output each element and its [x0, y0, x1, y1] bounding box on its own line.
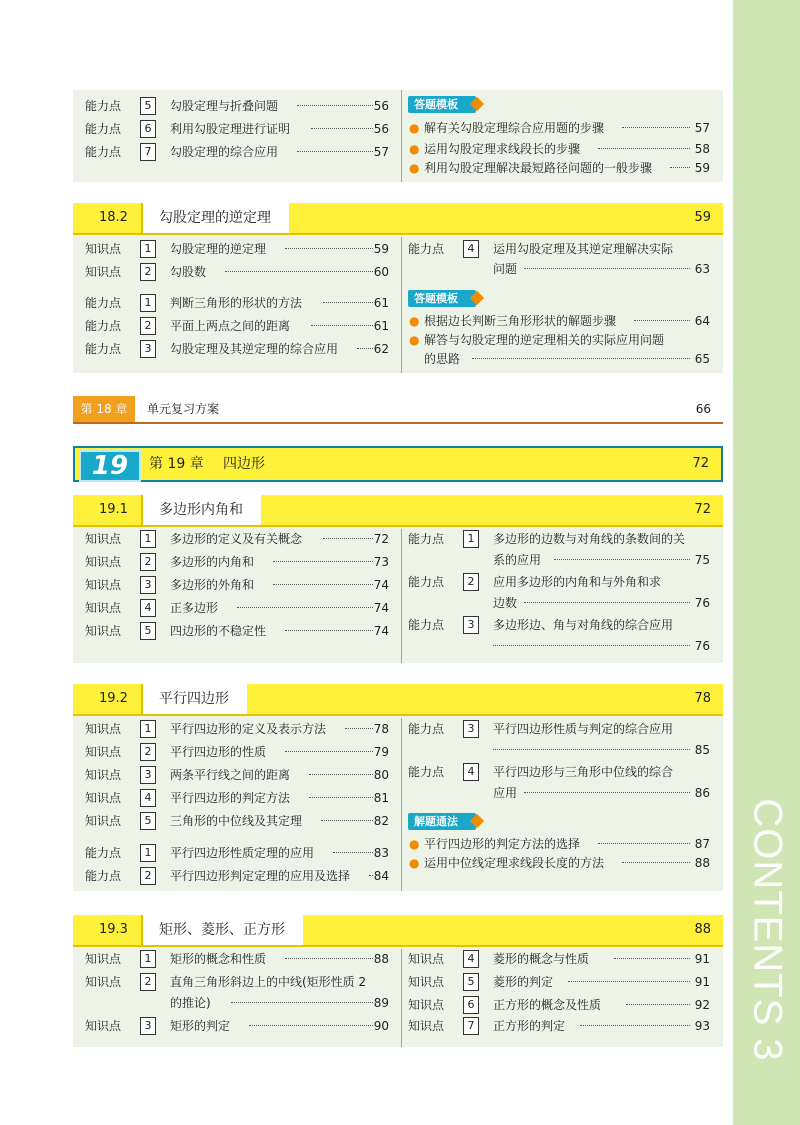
toc-entry[interactable] — [408, 719, 710, 739]
entry-type-label: 知识点 — [85, 532, 122, 546]
entry-title: 平行四边形性质定理的应用 — [170, 846, 315, 860]
section-code: 19.3 — [99, 922, 128, 937]
entry-title: 多边形的内角和 — [170, 555, 255, 569]
toc-entry[interactable] — [85, 843, 389, 863]
dot-leader — [309, 797, 373, 798]
toc-entry[interactable] — [85, 598, 389, 618]
entry-type-label: 能力点 — [85, 846, 122, 860]
entry-title: 问题 — [493, 262, 518, 276]
dot-leader — [311, 128, 373, 129]
section-header[interactable] — [73, 915, 723, 947]
entry-type-label: 能力点 — [85, 869, 122, 883]
bullet-icon: ● — [409, 314, 420, 328]
entry-number-box: 3 — [140, 766, 156, 784]
answer-template-tag: 答题模板 — [408, 96, 476, 113]
dot-leader — [309, 774, 373, 775]
toc-entry[interactable] — [85, 239, 389, 259]
entry-type-label: 知识点 — [85, 601, 122, 615]
page-number: 78 — [373, 722, 389, 736]
entry-number-box: 1 — [140, 950, 156, 968]
page-number: 92 — [694, 998, 710, 1012]
bullet-icon: ● — [409, 142, 420, 156]
dot-leader — [321, 820, 373, 821]
toc-entry[interactable] — [408, 972, 710, 992]
entry-title: 的推论) — [170, 996, 211, 1010]
page-number: 74 — [373, 624, 389, 638]
page-number: 74 — [373, 578, 389, 592]
toc-entry[interactable] — [85, 765, 389, 785]
entry-type-label: 能力点 — [408, 618, 445, 632]
dot-leader — [598, 148, 690, 149]
dot-leader — [345, 728, 373, 729]
entry-title: 解答与勾股定理的逆定理相关的实际应用问题 — [424, 333, 665, 347]
chapter-title: 四边形 — [223, 456, 265, 472]
dot-leader — [614, 958, 690, 959]
entry-title: 利用勾股定理进行证明 — [170, 122, 291, 136]
entry-type-label: 能力点 — [408, 575, 445, 589]
page-number: 80 — [373, 768, 389, 782]
page-number: 76 — [694, 596, 710, 610]
toc-entry-continued[interactable] — [408, 636, 710, 656]
dot-leader — [493, 749, 690, 750]
entry-title: 运用勾股定理求线段长的步骤 — [424, 142, 581, 156]
entry-number-box: 1 — [140, 530, 156, 548]
entry-number-box: 6 — [140, 120, 156, 138]
toc-entry[interactable] — [85, 621, 389, 641]
entry-type-label: 知识点 — [85, 791, 122, 805]
entry-title: 矩形的判定 — [170, 1019, 231, 1033]
entry-number-box: 5 — [140, 97, 156, 115]
entry-number-box: 4 — [463, 240, 479, 258]
page-number: 84 — [373, 869, 389, 883]
toc-entry-continued[interactable] — [408, 593, 710, 613]
page-number: 72 — [694, 502, 711, 517]
entry-number-box: 3 — [463, 720, 479, 738]
page-number: 74 — [373, 601, 389, 615]
toc-entry[interactable] — [408, 853, 710, 873]
entry-number-box: 2 — [140, 263, 156, 281]
toc-entry[interactable] — [85, 972, 389, 992]
page-number: 75 — [694, 553, 710, 567]
entry-title: 多边形的定义及有关概念 — [170, 532, 303, 546]
dot-leader — [285, 630, 373, 631]
page-number: 73 — [373, 555, 389, 569]
toc-entry[interactable] — [85, 262, 389, 282]
entry-title: 勾股定理的逆定理 — [170, 242, 267, 256]
dot-leader — [524, 602, 690, 603]
dot-leader — [622, 862, 690, 863]
section-19-2 — [73, 684, 723, 891]
entry-type-label: 能力点 — [85, 99, 122, 113]
entry-title: 平行四边形与三角形中位线的综合 — [493, 765, 674, 779]
entry-number-box: 7 — [463, 1017, 479, 1035]
dot-leader — [580, 1025, 690, 1026]
entry-title: 解有关勾股定理综合应用题的步骤 — [424, 121, 605, 135]
dot-leader — [225, 271, 373, 272]
entry-type-label: 知识点 — [408, 1019, 445, 1033]
toc-entry-continued[interactable] — [408, 783, 710, 803]
section-18-2 — [73, 203, 723, 373]
toc-entry[interactable] — [408, 330, 710, 350]
page-number: 76 — [694, 639, 710, 653]
page-number: 88 — [694, 856, 710, 870]
toc-entry[interactable] — [85, 742, 389, 762]
page-number: 61 — [373, 296, 389, 310]
entry-number-box: 4 — [140, 599, 156, 617]
entry-number-box: 7 — [140, 143, 156, 161]
dot-leader — [472, 358, 690, 359]
page-number: 72 — [692, 456, 709, 471]
entry-title: 正方形的概念及性质 — [493, 998, 602, 1012]
page-number: 59 — [694, 210, 711, 225]
dot-leader — [622, 127, 690, 128]
entry-type-label: 知识点 — [85, 265, 122, 279]
page-number: 79 — [373, 745, 389, 759]
dot-leader — [357, 348, 373, 349]
toc-entry[interactable] — [85, 552, 389, 572]
entry-title: 应用多边形的内角和与外角和求 — [493, 575, 662, 589]
entry-number-box: 3 — [140, 340, 156, 358]
bullet-icon: ● — [409, 856, 420, 870]
toc-entry[interactable] — [85, 316, 389, 336]
toc-entry-continued[interactable] — [408, 259, 710, 279]
entry-title: 勾股定理与折叠问题 — [170, 99, 279, 113]
page-number: 82 — [373, 814, 389, 828]
dot-leader — [369, 875, 373, 876]
toc-entry[interactable] — [408, 139, 710, 159]
dot-leader — [297, 151, 373, 152]
section-title: 矩形、菱形、正方形 — [141, 915, 303, 945]
dot-leader — [273, 584, 373, 585]
entry-title: 两条平行线之间的距离 — [170, 768, 291, 782]
entry-type-label: 知识点 — [85, 555, 122, 569]
entry-number-box: 2 — [140, 317, 156, 335]
toc-entry[interactable] — [85, 575, 389, 595]
entry-type-label: 知识点 — [85, 814, 122, 828]
entry-number-box: 2 — [463, 573, 479, 591]
entry-number-box: 2 — [140, 743, 156, 761]
dot-leader — [333, 852, 373, 853]
column-divider — [401, 949, 402, 1047]
dot-leader — [670, 167, 690, 168]
entry-number-box: 6 — [463, 996, 479, 1014]
page-number: 62 — [373, 342, 389, 356]
dot-leader — [323, 538, 373, 539]
entry-type-label: 知识点 — [85, 242, 122, 256]
page-number: 91 — [694, 975, 710, 989]
chapter-number-badge: 19 — [79, 450, 141, 482]
entry-title: 平面上两点之间的距离 — [170, 319, 291, 333]
entry-number-box: 4 — [463, 763, 479, 781]
entry-title: 系的应用 — [493, 553, 542, 567]
chapter-18-review[interactable] — [73, 396, 723, 424]
section-19-3 — [73, 915, 723, 1047]
entry-number-box: 1 — [140, 844, 156, 862]
entry-title: 勾股数 — [170, 265, 207, 279]
toc-entry-continued[interactable] — [85, 993, 389, 1013]
page-number: 57 — [373, 145, 389, 159]
entry-type-label: 能力点 — [85, 319, 122, 333]
page-number: 81 — [373, 791, 389, 805]
chapter-label: 第 18 章 — [73, 396, 135, 422]
entry-number-box: 4 — [140, 789, 156, 807]
toc-entry[interactable] — [408, 1016, 710, 1036]
entry-number-box: 2 — [140, 973, 156, 991]
section-title: 勾股定理的逆定理 — [141, 203, 289, 233]
page-number: 61 — [373, 319, 389, 333]
page-number: 88 — [373, 952, 389, 966]
bullet-icon: ● — [409, 161, 420, 175]
column-divider — [401, 237, 402, 373]
entry-type-label: 知识点 — [85, 624, 122, 638]
dot-leader — [568, 981, 690, 982]
dot-leader — [493, 645, 690, 646]
page-number: 56 — [373, 122, 389, 136]
page-number: 56 — [373, 99, 389, 113]
entry-type-label: 知识点 — [85, 1019, 122, 1033]
dot-leader — [237, 607, 373, 608]
toc-entry[interactable] — [85, 119, 389, 139]
page-number: 90 — [373, 1019, 389, 1033]
entry-type-label: 知识点 — [85, 745, 122, 759]
dot-leader — [634, 320, 690, 321]
page-number: 85 — [694, 743, 710, 757]
entry-title: 菱形的判定 — [493, 975, 554, 989]
page-number: 91 — [694, 952, 710, 966]
solution-method-tag: 解题通法 — [408, 813, 476, 830]
entry-number-box: 1 — [140, 294, 156, 312]
column-divider — [401, 90, 402, 182]
entry-title: 平行四边形的性质 — [170, 745, 267, 759]
page-number: 78 — [694, 691, 711, 706]
toc-entry[interactable] — [85, 811, 389, 831]
section-title: 平行四边形 — [141, 684, 247, 714]
section-title: 多边形内角和 — [141, 495, 261, 525]
entry-number-box: 5 — [140, 812, 156, 830]
section-code: 19.1 — [99, 502, 128, 517]
page-number: 59 — [694, 161, 710, 175]
page-number: 89 — [373, 996, 389, 1010]
toc-entry-continued[interactable] — [408, 349, 710, 369]
entry-type-label: 能力点 — [408, 765, 445, 779]
dot-leader — [285, 958, 373, 959]
entry-title: 平行四边形的判定方法 — [170, 791, 291, 805]
section-code: 19.2 — [99, 691, 128, 706]
entry-type-label: 知识点 — [85, 975, 122, 989]
bullet-icon: ● — [409, 333, 420, 347]
toc-entry[interactable] — [85, 142, 389, 162]
bullet-icon: ● — [409, 121, 420, 135]
entry-number-box: 3 — [140, 576, 156, 594]
entry-title: 平行四边形的判定方法的选择 — [424, 837, 581, 851]
dot-leader — [598, 843, 690, 844]
dot-leader — [285, 751, 373, 752]
toc-entry[interactable] — [85, 529, 389, 549]
toc-entry-continued[interactable] — [408, 740, 710, 760]
entry-title: 运用勾股定理及其逆定理解决实际 — [493, 242, 674, 256]
entry-type-label: 知识点 — [85, 578, 122, 592]
page-number: 63 — [694, 262, 710, 276]
dot-leader — [273, 561, 373, 562]
toc-entry[interactable] — [408, 311, 710, 331]
entry-type-label: 能力点 — [85, 122, 122, 136]
dot-leader — [554, 559, 690, 560]
toc-entry[interactable] — [408, 158, 710, 178]
entry-number-box: 3 — [463, 616, 479, 634]
entry-type-label: 能力点 — [408, 722, 445, 736]
entry-title: 平行四边形的定义及表示方法 — [170, 722, 327, 736]
entry-number-box: 1 — [140, 720, 156, 738]
entry-title: 边数 — [493, 596, 518, 610]
toc-entry[interactable] — [408, 118, 710, 138]
page-number: 72 — [373, 532, 389, 546]
page-number: 60 — [373, 265, 389, 279]
entry-title: 四边形的不稳定性 — [170, 624, 267, 638]
dot-leader — [249, 1025, 373, 1026]
entry-number-box: 1 — [463, 530, 479, 548]
page-number: 64 — [694, 314, 710, 328]
entry-number-box: 2 — [140, 553, 156, 571]
chapter-19-header[interactable] — [73, 446, 723, 482]
dot-leader — [231, 1002, 373, 1003]
section-19-1 — [73, 495, 723, 663]
entry-title: 多边形的边数与对角线的条数间的关 — [493, 532, 686, 546]
dot-leader — [323, 302, 373, 303]
entry-title: 直角三角形斜边上的中线(矩形性质 2 — [170, 975, 367, 989]
entry-title: 运用中位线定理求线段长度的方法 — [424, 856, 605, 870]
entry-number-box: 1 — [140, 240, 156, 258]
dot-leader — [311, 325, 373, 326]
toc-entry[interactable] — [408, 995, 710, 1015]
entry-title: 矩形的概念和性质 — [170, 952, 267, 966]
dot-leader — [524, 792, 690, 793]
entry-type-label: 能力点 — [85, 145, 122, 159]
toc-entry[interactable] — [408, 615, 710, 635]
entry-number-box: 5 — [140, 622, 156, 640]
dot-leader — [297, 105, 373, 106]
page-number: 87 — [694, 837, 710, 851]
entry-title: 平行四边形性质与判定的综合应用 — [493, 722, 674, 736]
toc-entry[interactable] — [85, 949, 389, 969]
entry-title: 菱形的概念与性质 — [493, 952, 590, 966]
entry-type-label: 知识点 — [408, 998, 445, 1012]
toc-entry[interactable] — [85, 339, 389, 359]
entry-type-label: 知识点 — [85, 952, 122, 966]
entry-title: 判断三角形的形状的方法 — [170, 296, 303, 310]
entry-title: 平行四边形判定定理的应用及选择 — [170, 869, 351, 883]
entry-title: 勾股定理及其逆定理的综合应用 — [170, 342, 339, 356]
entry-title: 利用勾股定理解决最短路径问题的一般步骤 — [424, 161, 653, 175]
entry-type-label: 知识点 — [408, 975, 445, 989]
toc-entry[interactable] — [85, 293, 389, 313]
page-number: 93 — [694, 1019, 710, 1033]
entry-title: 根据边长判断三角形形状的解题步骤 — [424, 314, 617, 328]
entry-type-label: 知识点 — [408, 952, 445, 966]
entry-title: 的思路 — [424, 352, 461, 366]
toc-entry[interactable] — [85, 866, 389, 886]
entry-title: 正方形的判定 — [493, 1019, 566, 1033]
side-contents-label: CONTENTS 3 — [745, 798, 789, 1062]
bullet-icon: ● — [409, 837, 420, 851]
page-number: 88 — [694, 922, 711, 937]
entry-title: 多边形的外角和 — [170, 578, 255, 592]
entry-title: 正多边形 — [170, 601, 219, 615]
entry-number-box: 3 — [140, 1017, 156, 1035]
page-number: 57 — [694, 121, 710, 135]
page-number: 83 — [373, 846, 389, 860]
page-number: 66 — [695, 402, 711, 416]
toc-entry[interactable] — [408, 762, 710, 782]
section-18-1-continued — [73, 90, 723, 182]
section-header[interactable] — [73, 495, 723, 527]
column-divider — [401, 718, 402, 891]
toc-entry[interactable] — [408, 239, 710, 259]
entry-type-label: 能力点 — [85, 296, 122, 310]
toc-entry[interactable] — [408, 949, 710, 969]
entry-type-label: 能力点 — [408, 532, 445, 546]
answer-template-tag: 答题模板 — [408, 290, 476, 307]
dot-leader — [524, 268, 690, 269]
entry-title: 勾股定理的综合应用 — [170, 145, 279, 159]
dot-leader — [285, 248, 373, 249]
section-header[interactable] — [73, 203, 723, 235]
page-number: 59 — [373, 242, 389, 256]
chapter-title: 单元复习方案 — [147, 402, 220, 416]
toc-entry[interactable] — [408, 529, 710, 549]
toc-entry[interactable] — [408, 572, 710, 592]
entry-title: 三角形的中位线及其定理 — [170, 814, 303, 828]
page-number: 86 — [694, 786, 710, 800]
toc-entry[interactable] — [85, 788, 389, 808]
entry-title: 应用 — [493, 786, 518, 800]
toc-entry[interactable] — [85, 96, 389, 116]
toc-entry[interactable] — [85, 719, 389, 739]
entry-title: 多边形边、角与对角线的综合应用 — [493, 618, 674, 632]
column-divider — [401, 529, 402, 663]
page-number: 65 — [694, 352, 710, 366]
toc-entry[interactable] — [408, 834, 710, 854]
entry-type-label: 能力点 — [85, 342, 122, 356]
page-number: 58 — [694, 142, 710, 156]
dot-leader — [626, 1004, 690, 1005]
entry-type-label: 知识点 — [85, 722, 122, 736]
chapter-title: 第 19 章 — [149, 456, 204, 472]
entry-number-box: 2 — [140, 867, 156, 885]
entry-type-label: 能力点 — [408, 242, 445, 256]
entry-type-label: 知识点 — [85, 768, 122, 782]
entry-number-box: 5 — [463, 973, 479, 991]
toc-entry-continued[interactable] — [408, 550, 710, 570]
toc-entry[interactable] — [85, 1016, 389, 1036]
section-code: 18.2 — [99, 210, 128, 225]
entry-number-box: 4 — [463, 950, 479, 968]
section-header[interactable] — [73, 684, 723, 716]
